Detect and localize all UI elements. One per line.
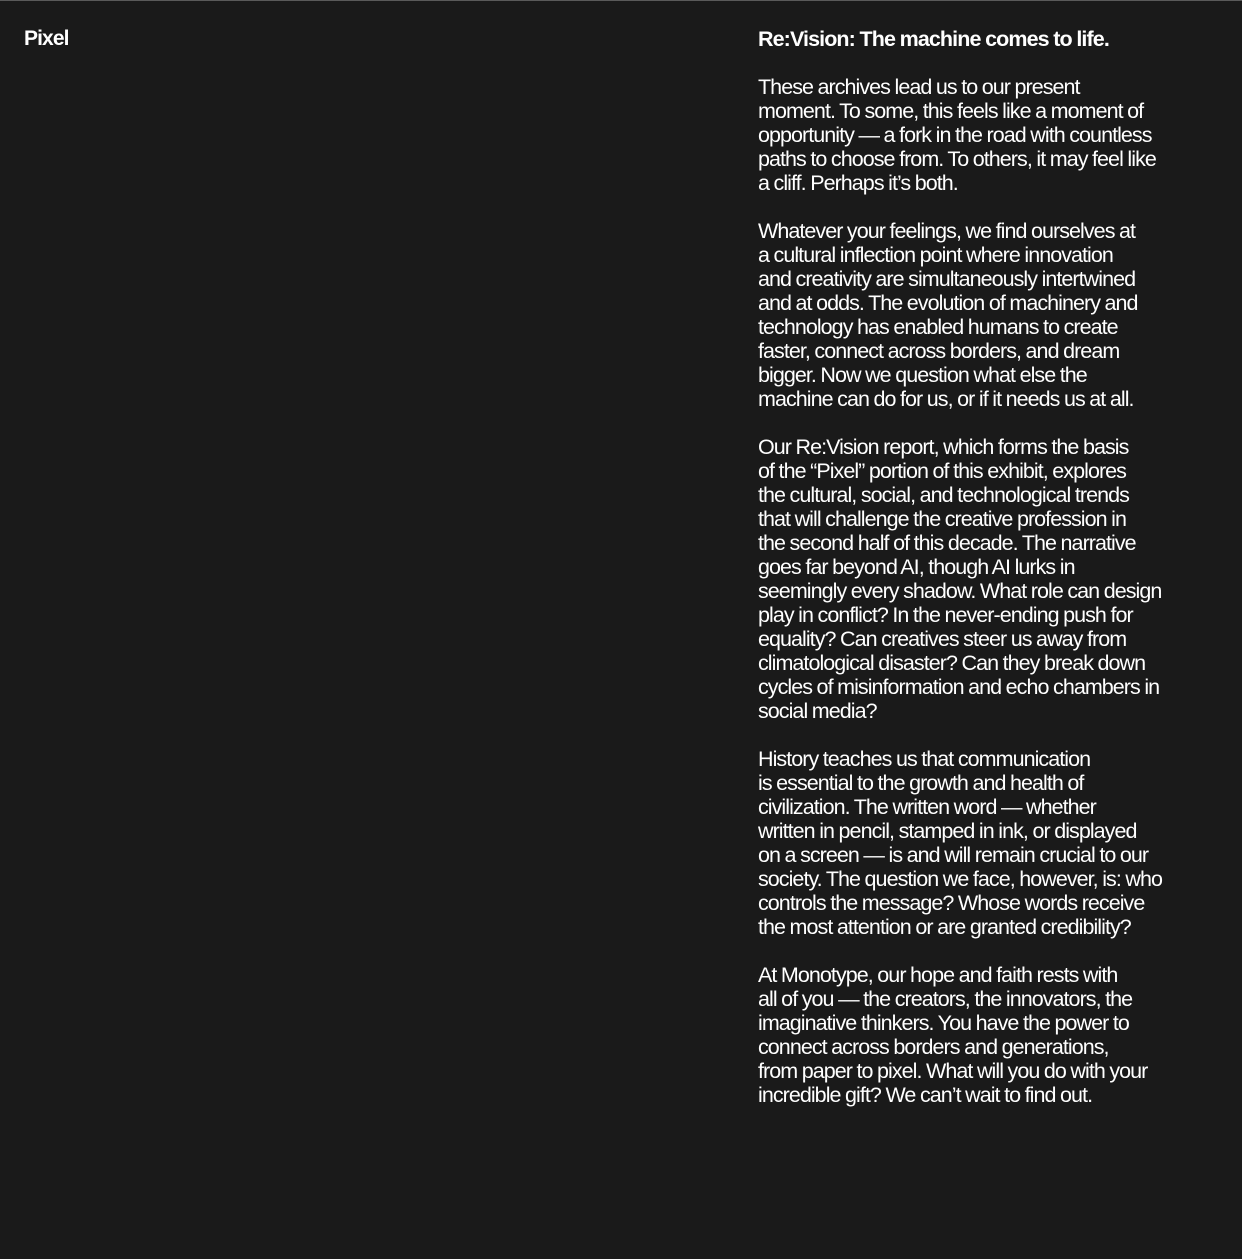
text-line: the cultural, social, and technological trends: [758, 483, 1129, 507]
text-line: faster, connect across borders, and dream: [758, 339, 1120, 363]
section-label: Pixel: [24, 27, 69, 50]
text-line: all of you — the creators, the innovators, the: [758, 987, 1133, 1011]
text-line: the second half of this decade. The narrative: [758, 531, 1136, 555]
text-line: incredible gift? We can’t wait to find out.: [758, 1083, 1093, 1107]
essay-paragraph: [758, 747, 1228, 939]
text-line: At Monotype, our hope and faith rests with: [758, 963, 1118, 987]
text-line: written in pencil, stamped in ink, or displayed: [758, 819, 1137, 843]
text-line: controls the message? Whose words receive: [758, 891, 1145, 915]
text-line: opportunity — a fork in the road with countless: [758, 123, 1152, 147]
text-line: goes far beyond AI, though AI lurks in: [758, 555, 1075, 579]
text-line: Whatever your feelings, we find ourselves at: [758, 219, 1136, 243]
text-line: on a screen — is and will remain crucial to our: [758, 843, 1149, 867]
text-line: a cliff. Perhaps it’s both.: [758, 171, 958, 195]
text-line: moment. To some, this feels like a moment of: [758, 99, 1144, 123]
essay-paragraph: [758, 435, 1228, 723]
text-line: equality? Can creatives steer us away from: [758, 627, 1127, 651]
text-line: machine can do for us, or if it needs us at all.: [758, 387, 1134, 411]
text-line: connect across borders and generations,: [758, 1035, 1109, 1059]
text-line: play in conflict? In the never-ending push for: [758, 603, 1133, 627]
essay-paragraph: [758, 963, 1228, 1107]
text-line: climatological disaster? Can they break down: [758, 651, 1146, 675]
essay-title: Re:Vision: The machine comes to life.: [758, 27, 1109, 51]
text-line: Our Re:Vision report, which forms the basis: [758, 435, 1129, 459]
text-line: that will challenge the creative profession in: [758, 507, 1127, 531]
text-line: from paper to pixel. What will you do with your: [758, 1059, 1148, 1083]
essay-paragraph: [758, 219, 1228, 411]
text-line: a cultural inflection point where innovation: [758, 243, 1113, 267]
text-line: bigger. Now we question what else the: [758, 363, 1087, 387]
text-line: and creativity are simultaneously intertwined: [758, 267, 1136, 291]
text-line: civilization. The written word — whether: [758, 795, 1096, 819]
text-line: and at odds. The evolution of machinery and: [758, 291, 1138, 315]
essay-paragraph: [758, 75, 1228, 195]
text-line: imaginative thinkers. You have the power to: [758, 1011, 1129, 1035]
text-line: paths to choose from. To others, it may feel like: [758, 147, 1156, 171]
text-line: History teaches us that communication: [758, 747, 1091, 771]
text-line: social media?: [758, 699, 877, 723]
text-line: cycles of misinformation and echo chambers in: [758, 675, 1160, 699]
text-line: is essential to the growth and health of: [758, 771, 1084, 795]
text-line: of the “Pixel” portion of this exhibit, explores: [758, 459, 1126, 483]
text-line: society. The question we face, however, is: who: [758, 867, 1162, 891]
text-line: seemingly every shadow. What role can design: [758, 579, 1162, 603]
text-line: the most attention or are granted credibility?: [758, 915, 1131, 939]
text-line: These archives lead us to our present: [758, 75, 1080, 99]
text-line: technology has enabled humans to create: [758, 315, 1118, 339]
essay-column: [758, 27, 1228, 1131]
